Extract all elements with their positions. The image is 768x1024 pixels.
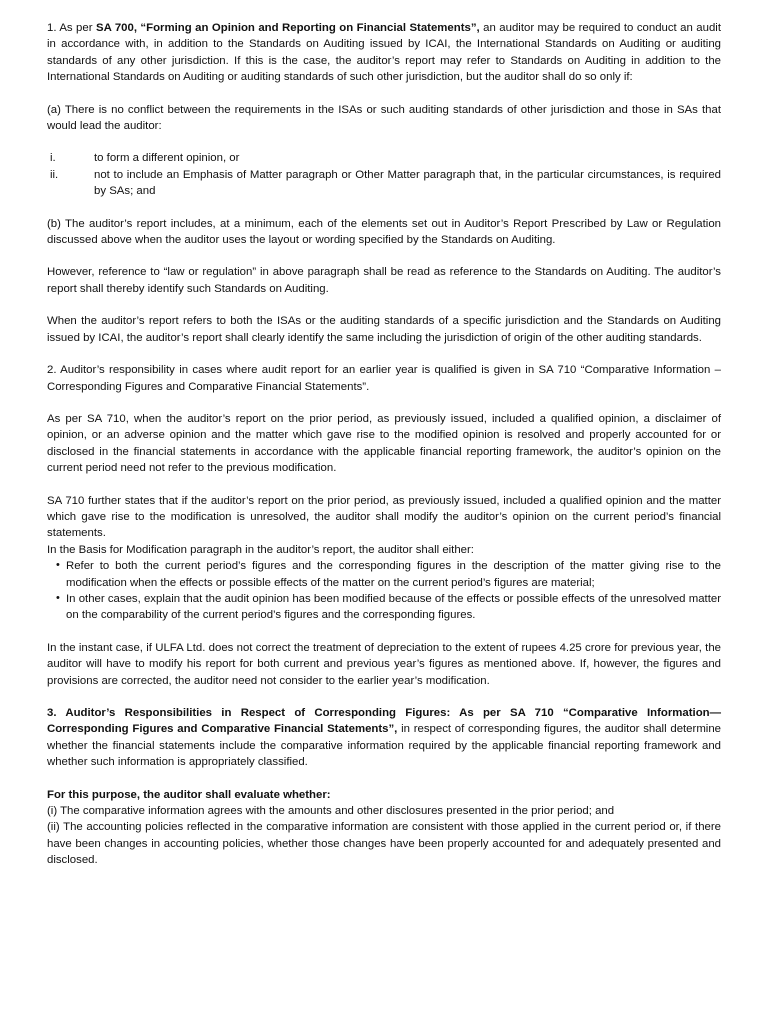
paragraph-3-heading: 3. Auditor’s Responsibilities in Respect of Corresponding Figures: As per SA 710 “Comparative Information— Corresponding Figures and Comparative Financial Statements”,	[47, 707, 721, 736]
purpose-item-ii: (ii) The accounting policies reflected in the comparative information are consistent with those applied in the current period or, if there have been changes in accounting policies, whether those changes have been properly accounted for and adequately presented and disclosed.	[47, 821, 721, 867]
roman-list-item	[47, 167, 721, 200]
paragraph-b: (b) The auditor’s report includes, at a minimum, each of the elements set out in Auditor’s Report Prescribed by Law or Regulation discussed above when the auditor uses the layout or wording specified by the Standards on Auditing.	[47, 217, 721, 247]
purpose-heading: For this purpose, the auditor shall evaluate whether:	[47, 788, 331, 801]
paragraph-1	[47, 20, 721, 86]
paragraph-instant-case: In the instant case, if ULFA Ltd. does not correct the treatment of depreciation to the extent of rupees 4.25 crore for previous year, the auditor will have to modify his report for both current and previous year’s figures as mentioned above. If, however, the figures and provisions are corrected, the auditor need not consider to the earlier year’s modification.	[47, 641, 721, 687]
roman-marker: i.	[50, 152, 56, 165]
roman-marker: ii.	[50, 168, 59, 181]
paragraph-2: 2. Auditor’s responsibility in cases where audit report for an earlier year is qualified is given in SA 710 “Comparative Information – Corresponding Figures and Comparative Financial Statements”.	[47, 364, 721, 393]
paragraph-1-reference: SA 700, “Forming an Opinion and Reporting on Financial Statements”,	[95, 22, 480, 34]
bullet-icon: •	[56, 591, 60, 604]
roman-list	[47, 150, 721, 199]
paragraph-1-number: 1. As per	[47, 22, 96, 34]
paragraph-however: However, reference to “law or regulation” in above paragraph shall be read as reference to the Standards on Auditing. The auditor’s report shall thereby identify such Standards on Auditing.	[47, 266, 721, 295]
paragraph-a: (a) There is no conflict between the requirements in the ISAs or such auditing standards of other jurisdiction and those in SAs that would lead the auditor:	[47, 103, 721, 133]
bullet-list-item	[47, 591, 721, 624]
roman-item-text: to form a different opinion, or	[94, 152, 240, 165]
paragraph-sa710: As per SA 710, when the auditor’s report on the prior period, as previously issued, included a qualified opinion, a disclaimer of opinion, or an adverse opinion and the matter which gave rise to the modified opinion is resolved and properly accounted for or disclosed in the financial statements in accordance with the applicable financial reporting framework, the auditor’s opinion on the current period need not refer to the previous modification.	[47, 412, 721, 475]
bullet-icon: •	[56, 559, 60, 572]
document-body	[47, 20, 721, 869]
roman-item-text: not to include an Emphasis of Matter paragraph or Other Matter paragraph that, in the particular circumstances, is required by SAs; and	[94, 168, 721, 198]
paragraph-basis: In the Basis for Modification paragraph in the auditor’s report, the auditor shall either:	[47, 543, 474, 556]
paragraph-sa710-further: SA 710 further states that if the auditor’s report on the prior period, as previously issued, included a qualified opinion and the matter which gave rise to the modification is unresolved, the auditor shall modify the auditor’s opinion on the current period’s financial statements.	[47, 494, 721, 540]
bullet-list-item	[47, 558, 721, 591]
paragraph-3-text: in respect of corresponding figures, the auditor shall determine whether the financial statements include the comparative information required by the applicable financial reporting framework and whether such information is appropriately classified.	[47, 723, 722, 769]
purpose-item-i: (i) The comparative information agrees with the amounts and other disclosures presented in the prior period; and	[47, 805, 615, 818]
paragraph-when: When the auditor’s report refers to both the ISAs or the auditing standards of a specific jurisdiction and the Standards on Auditing issued by ICAI, the auditor’s report shall clearly identify the same including the jurisdiction of origin of the other auditing standards.	[47, 315, 721, 344]
bullet-list	[47, 558, 721, 624]
paragraph-3	[47, 705, 721, 771]
roman-list-item	[47, 150, 721, 166]
bullet-item-text: Refer to both the current period’s figures and the corresponding figures in the description of the matter giving rise to the modification when the effects or possible effects of the matter on the current period’s figures are material;	[66, 560, 721, 589]
bullet-item-text: In other cases, explain that the audit opinion has been modified because of the effects or possible effects of the unresolved matter on the comparability of the current period’s figures and the corresponding figures.	[66, 592, 721, 622]
paragraph-1-text: an auditor may be required to conduct an audit in accordance with, in addition to the Standards on Auditing issued by ICAI, the International Standards on Auditing or auditing standards of any other jurisdiction. If this is the case, the auditor’s report may refer to Standards on Auditing in addition to the International Standards on Auditing or auditing standards of such other jurisdiction, but the auditor shall do so only if:	[47, 22, 721, 84]
